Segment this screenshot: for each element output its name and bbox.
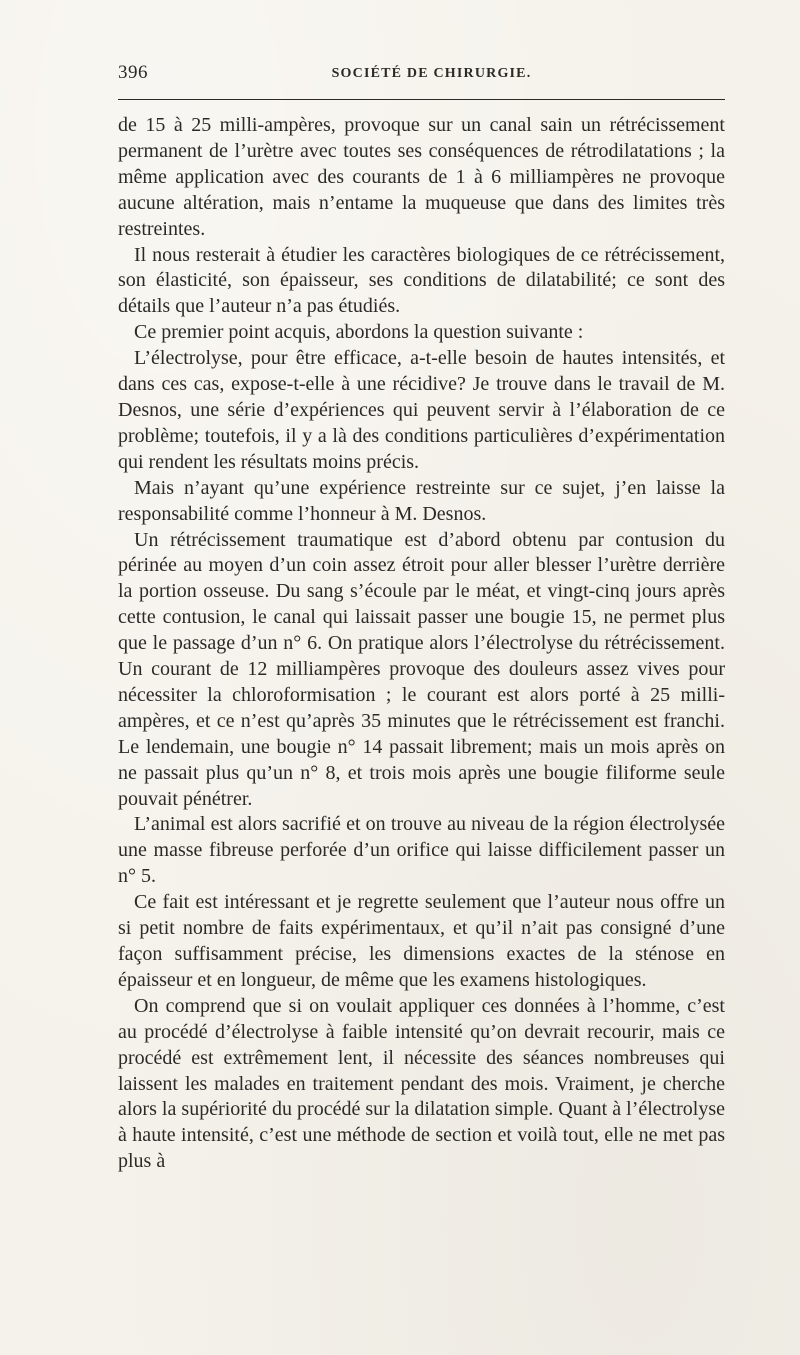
paragraph: Un rétrécissement traumatique est d’abord obtenu par contusion du périnée au moyen d’un coin assez étroit pour aller blesser l’urètre derrière la portion osseuse. Du sang s’écoule par le méat, et vingt-cinq jours après cette contusion, le canal qui laissait passer une bougie 15, ne permet plus que le passage d’un n° 6. On pratique alors l’électrolyse du rétrécissement. Un courant de 12 milliampères provoque des douleurs assez vives pour nécessiter la chloroformisation ; le courant est alors porté à 25 milli-ampères, et ce n’est qu’après 35 minutes que le rétrécissement est franchi. Le lendemain, une bougie n° 14 passait librement; mais un mois après on ne passait plus qu’un n° 8, et trois mois après une bougie filiforme seule pouvait pénétrer. (118, 528, 725, 810)
paragraph: Il nous resterait à étudier les caractères biologiques de ce rétrécissement, son élasticité, son épaisseur, ses conditions de dilatabilité; ce sont des détails que l’auteur n’a pas étudiés. (118, 243, 725, 318)
paragraph: Mais n’ayant qu’une expérience restreinte sur ce sujet, j’en laisse la responsabilité comme l’honneur à M. Desnos. (118, 476, 725, 525)
paragraph: L’électrolyse, pour être efficace, a-t-elle besoin de hautes intensités, et dans ces cas, expose-t-elle à une récidive? Je trouve dans le travail de M. Desnos, une série d’expériences qui peuvent servir à l’élaboration de ce problème; toutefois, il y a là des conditions particulières d’expérimentation qui rendent les résultats moins précis. (118, 347, 725, 473)
body-text (118, 113, 725, 1175)
header-rule (118, 99, 725, 100)
running-title: SOCIÉTÉ DE CHIRURGIE. (331, 66, 532, 81)
paragraph: Ce fait est intéressant et je regrette seulement que l’auteur nous offre un si petit nombre de faits expérimentaux, et qu’il n’ait pas consigné d’une façon suffisamment précise, les dimensions exactes de la sténose en épaisseur et en longueur, de même que les examens histologiques. (118, 891, 725, 991)
paragraph: L’animal est alors sacrifié et on trouve au niveau de la région électrolysée une masse fibreuse perforée d’un orifice qui laisse difficilement passer un n° 5. (118, 813, 725, 888)
paragraph: Ce premier point acquis, abordons la question suivante : (134, 321, 584, 344)
paragraph: On comprend que si on voulait appliquer ces données à l’homme, c’est au procédé d’électrolyse à faible intensité qu’on devrait recourir, mais ce procédé est extrêmement lent, il nécessite des séances nombreuses qui laissent les malades en traitement pendant des mois. Vraiment, je cherche alors la supériorité du procédé sur la dilatation simple. Quant à l’électrolyse à haute intensité, c’est une méthode de section et voilà tout, elle ne met pas plus à (118, 994, 725, 1173)
page-header (118, 62, 725, 92)
page-number: 396 (118, 62, 148, 83)
paragraph-continuation: de 15 à 25 milli-ampères, provoque sur un canal sain un rétrécissement permanent de l’urètre avec toutes ses conséquences de rétrodilatations ; la même application avec des courants de 1 à 6 milliampères ne provoque aucune altération, mais n’entame la muqueuse que dans des limites très restreintes. (118, 114, 725, 240)
